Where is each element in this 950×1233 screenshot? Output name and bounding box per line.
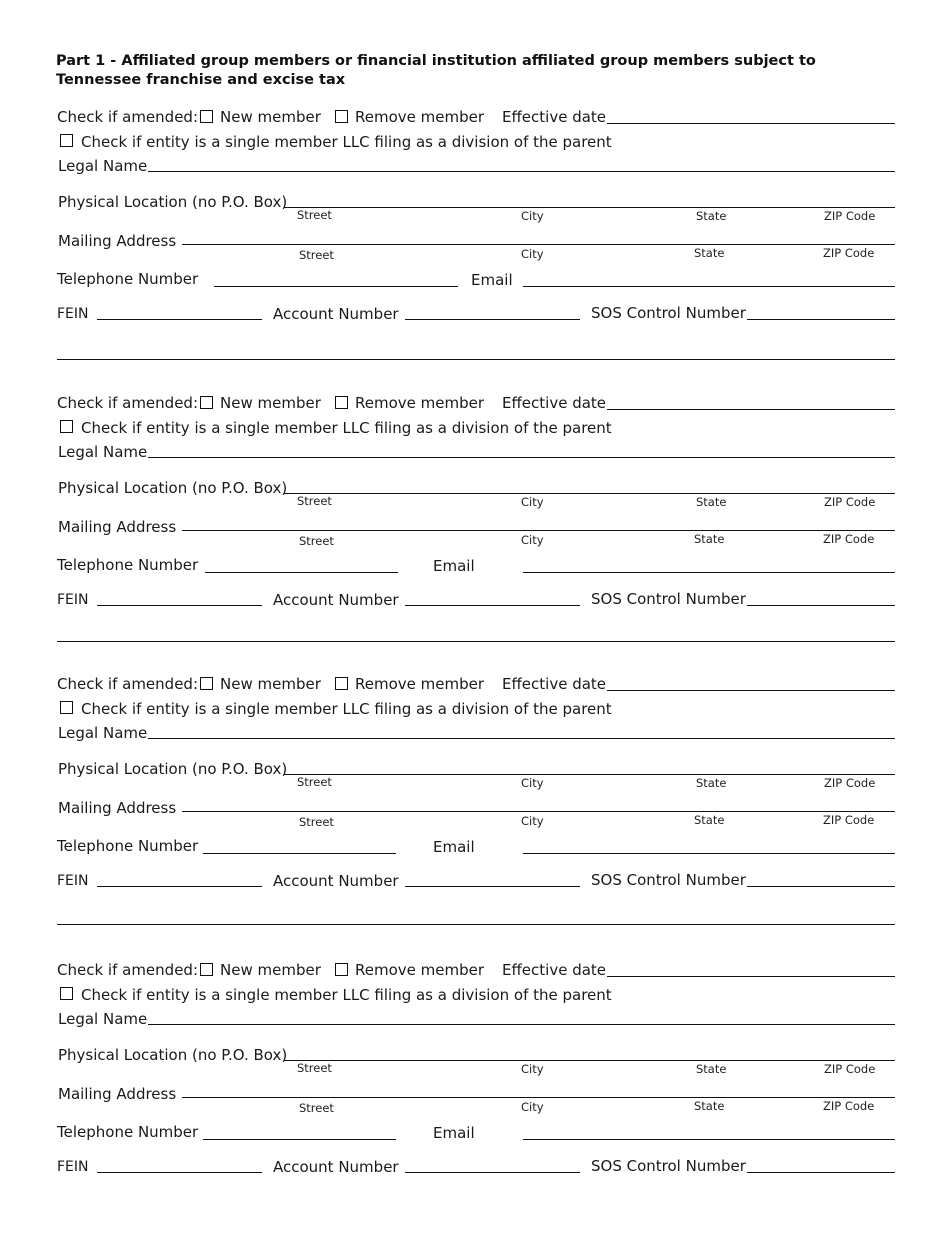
- single-member-llc-checkbox[interactable]: [60, 420, 73, 433]
- mailing-city-caption: City: [521, 247, 544, 261]
- email-field[interactable]: [523, 572, 895, 573]
- part-title: Part 1 - Affiliated group members or financial institution affiliated group members subject to Tennessee franchise and excise tax: [56, 53, 816, 88]
- physical-zip-caption: ZIP Code: [824, 209, 876, 223]
- section-divider: [57, 359, 895, 360]
- effective-date-field[interactable]: [607, 123, 895, 124]
- remove-member-label: Remove member: [355, 108, 485, 126]
- legal-name-label: Legal Name: [58, 443, 148, 461]
- telephone-number-field[interactable]: [205, 572, 398, 573]
- new-member-checkbox[interactable]: [200, 396, 213, 409]
- mailing-address-label: Mailing Address: [58, 799, 177, 817]
- physical-street-caption: Street: [297, 208, 332, 222]
- mailing-city-caption: City: [521, 814, 544, 828]
- new-member-label: New member: [220, 961, 321, 979]
- single-member-llc-checkbox[interactable]: [60, 987, 73, 1000]
- mailing-state-caption: State: [694, 813, 725, 827]
- check-if-amended-label: Check if amended:: [57, 675, 198, 693]
- fein-label: FEIN: [57, 592, 89, 608]
- mailing-street-caption: Street: [299, 1101, 334, 1115]
- mailing-city-caption: City: [521, 1100, 544, 1114]
- section-divider: [57, 924, 895, 925]
- mailing-address-label: Mailing Address: [58, 1085, 177, 1103]
- mailing-street-caption: Street: [299, 248, 334, 262]
- physical-location-label: Physical Location (no P.O. Box): [58, 760, 288, 778]
- account-number-field[interactable]: [405, 319, 580, 320]
- effective-date-label: Effective date: [502, 108, 607, 126]
- physical-street-caption: Street: [297, 1061, 332, 1075]
- single-member-llc-label: Check if entity is a single member LLC filing as a division of the parent: [81, 133, 612, 151]
- remove-member-checkbox[interactable]: [335, 963, 348, 976]
- physical-zip-caption: ZIP Code: [824, 1062, 876, 1076]
- physical-city-caption: City: [521, 1062, 544, 1076]
- physical-street-caption: Street: [297, 494, 332, 508]
- email-label: Email: [471, 271, 513, 289]
- new-member-checkbox[interactable]: [200, 677, 213, 690]
- single-member-llc-label: Check if entity is a single member LLC filing as a division of the parent: [81, 700, 612, 718]
- physical-location-field[interactable]: [284, 774, 895, 775]
- mailing-address-field[interactable]: [182, 530, 895, 531]
- remove-member-label: Remove member: [355, 394, 485, 412]
- single-member-llc-label: Check if entity is a single member LLC filing as a division of the parent: [81, 419, 612, 437]
- section-divider: [57, 641, 895, 642]
- mailing-address-field[interactable]: [182, 811, 895, 812]
- telephone-number-label: Telephone Number: [57, 837, 199, 855]
- account-number-field[interactable]: [405, 886, 580, 887]
- mailing-address-field[interactable]: [182, 1097, 895, 1098]
- mailing-zip-caption: ZIP Code: [823, 532, 875, 546]
- mailing-address-field[interactable]: [182, 244, 895, 245]
- email-label: Email: [433, 838, 475, 856]
- account-number-field[interactable]: [405, 1172, 580, 1173]
- mailing-state-caption: State: [694, 246, 725, 260]
- mailing-street-caption: Street: [299, 815, 334, 829]
- legal-name-label: Legal Name: [58, 1010, 148, 1028]
- sos-control-number-label: SOS Control Number: [591, 1157, 746, 1175]
- account-number-label: Account Number: [273, 1158, 399, 1176]
- physical-city-caption: City: [521, 495, 544, 509]
- account-number-label: Account Number: [273, 305, 399, 323]
- fein-field[interactable]: [97, 1172, 262, 1173]
- email-field[interactable]: [523, 853, 895, 854]
- sos-control-number-label: SOS Control Number: [591, 590, 746, 608]
- legal-name-field[interactable]: [148, 1024, 895, 1025]
- remove-member-checkbox[interactable]: [335, 110, 348, 123]
- telephone-number-label: Telephone Number: [57, 270, 199, 288]
- new-member-label: New member: [220, 675, 321, 693]
- new-member-label: New member: [220, 394, 321, 412]
- legal-name-label: Legal Name: [58, 724, 148, 742]
- effective-date-field[interactable]: [607, 976, 895, 977]
- effective-date-label: Effective date: [502, 394, 607, 412]
- remove-member-checkbox[interactable]: [335, 677, 348, 690]
- telephone-number-label: Telephone Number: [57, 556, 199, 574]
- effective-date-label: Effective date: [502, 961, 607, 979]
- sos-control-number-field[interactable]: [747, 1172, 895, 1173]
- single-member-llc-label: Check if entity is a single member LLC filing as a division of the parent: [81, 986, 612, 1004]
- member-section-1: [0, 100, 950, 380]
- physical-city-caption: City: [521, 209, 544, 223]
- telephone-number-field[interactable]: [203, 853, 396, 854]
- physical-zip-caption: ZIP Code: [824, 776, 876, 790]
- new-member-checkbox[interactable]: [200, 963, 213, 976]
- physical-location-field[interactable]: [284, 493, 895, 494]
- fein-field[interactable]: [97, 319, 262, 320]
- mailing-zip-caption: ZIP Code: [823, 813, 875, 827]
- email-field[interactable]: [523, 286, 895, 287]
- email-label: Email: [433, 557, 475, 575]
- mailing-city-caption: City: [521, 533, 544, 547]
- email-label: Email: [433, 1124, 475, 1142]
- physical-location-label: Physical Location (no P.O. Box): [58, 193, 288, 211]
- member-section-3: [0, 667, 950, 947]
- fein-field[interactable]: [97, 886, 262, 887]
- physical-state-caption: State: [696, 209, 727, 223]
- physical-zip-caption: ZIP Code: [824, 495, 876, 509]
- sos-control-number-field[interactable]: [747, 319, 895, 320]
- fein-label: FEIN: [57, 873, 89, 889]
- remove-member-checkbox[interactable]: [335, 396, 348, 409]
- physical-city-caption: City: [521, 776, 544, 790]
- single-member-llc-checkbox[interactable]: [60, 701, 73, 714]
- telephone-number-field[interactable]: [203, 1139, 396, 1140]
- account-number-field[interactable]: [405, 605, 580, 606]
- fein-label: FEIN: [57, 306, 89, 322]
- legal-name-field[interactable]: [148, 738, 895, 739]
- physical-state-caption: State: [696, 1062, 727, 1076]
- legal-name-field[interactable]: [148, 171, 895, 172]
- physical-location-field[interactable]: [284, 207, 895, 208]
- mailing-state-caption: State: [694, 532, 725, 546]
- physical-state-caption: State: [696, 495, 727, 509]
- mailing-address-label: Mailing Address: [58, 232, 177, 250]
- remove-member-label: Remove member: [355, 961, 485, 979]
- new-member-checkbox[interactable]: [200, 110, 213, 123]
- new-member-label: New member: [220, 108, 321, 126]
- physical-location-label: Physical Location (no P.O. Box): [58, 1046, 288, 1064]
- sos-control-number-label: SOS Control Number: [591, 871, 746, 889]
- check-if-amended-label: Check if amended:: [57, 961, 198, 979]
- telephone-number-field[interactable]: [214, 286, 458, 287]
- physical-street-caption: Street: [297, 775, 332, 789]
- fein-label: FEIN: [57, 1159, 89, 1175]
- account-number-label: Account Number: [273, 591, 399, 609]
- remove-member-label: Remove member: [355, 675, 485, 693]
- mailing-zip-caption: ZIP Code: [823, 1099, 875, 1113]
- mailing-street-caption: Street: [299, 534, 334, 548]
- member-section-4: [0, 953, 950, 1233]
- check-if-amended-label: Check if amended:: [57, 394, 198, 412]
- mailing-state-caption: State: [694, 1099, 725, 1113]
- mailing-zip-caption: ZIP Code: [823, 246, 875, 260]
- sos-control-number-field[interactable]: [747, 605, 895, 606]
- physical-location-field[interactable]: [284, 1060, 895, 1061]
- sos-control-number-label: SOS Control Number: [591, 304, 746, 322]
- member-section-2: [0, 386, 950, 666]
- effective-date-label: Effective date: [502, 675, 607, 693]
- mailing-address-label: Mailing Address: [58, 518, 177, 536]
- legal-name-field[interactable]: [148, 457, 895, 458]
- physical-state-caption: State: [696, 776, 727, 790]
- telephone-number-label: Telephone Number: [57, 1123, 199, 1141]
- sos-control-number-field[interactable]: [747, 886, 895, 887]
- effective-date-field[interactable]: [607, 409, 895, 410]
- check-if-amended-label: Check if amended:: [57, 108, 198, 126]
- legal-name-label: Legal Name: [58, 157, 148, 175]
- fein-field[interactable]: [97, 605, 262, 606]
- effective-date-field[interactable]: [607, 690, 895, 691]
- email-field[interactable]: [523, 1139, 895, 1140]
- physical-location-label: Physical Location (no P.O. Box): [58, 479, 288, 497]
- account-number-label: Account Number: [273, 872, 399, 890]
- single-member-llc-checkbox[interactable]: [60, 134, 73, 147]
